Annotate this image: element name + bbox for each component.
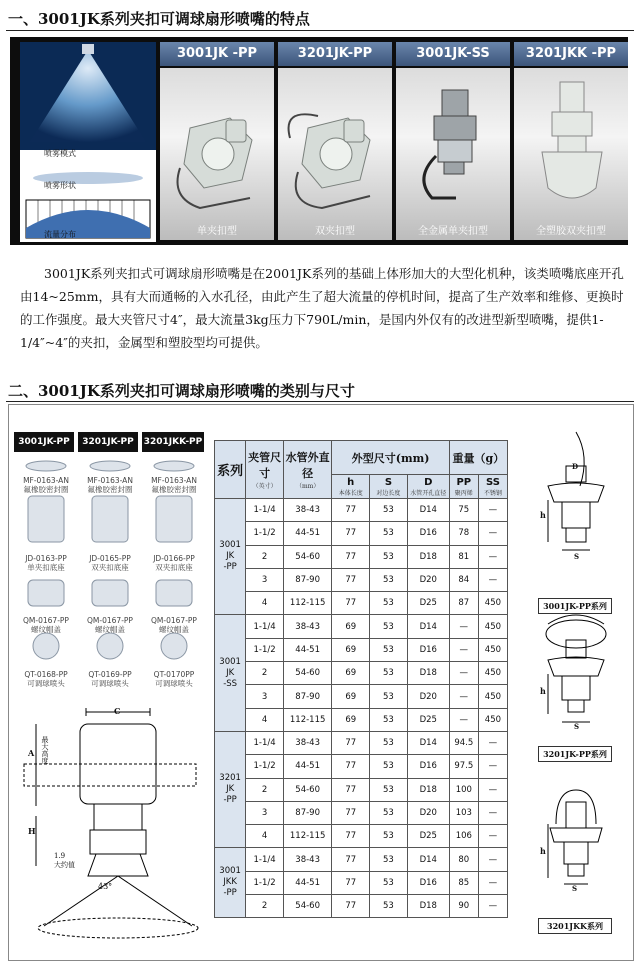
table-cell: 53 bbox=[370, 662, 408, 685]
diagram-3201jkk-drawing bbox=[528, 784, 624, 894]
table-cell: 77 bbox=[332, 871, 370, 894]
model-tab-2: 3201JK-PP bbox=[278, 42, 392, 66]
th-ss-label: SS bbox=[485, 476, 500, 488]
table-cell: 84 bbox=[449, 568, 478, 591]
series-cell: 3201 JK -PP bbox=[215, 731, 246, 847]
part-label: QM-0167-PP 螺纹帽盖 bbox=[23, 616, 69, 634]
table-cell: 4 bbox=[246, 708, 284, 731]
table-row bbox=[215, 592, 508, 615]
table-cell: D16 bbox=[407, 522, 449, 545]
table-cell: 1-1/4 bbox=[246, 499, 284, 522]
table-cell: 450 bbox=[478, 708, 507, 731]
table-cell: D16 bbox=[407, 871, 449, 894]
th-pipe-label: 水管外直径 bbox=[285, 451, 330, 480]
table-cell: 1-1/4 bbox=[246, 731, 284, 754]
table-cell: D14 bbox=[407, 499, 449, 522]
table-cell: 53 bbox=[370, 545, 408, 568]
section1-rule bbox=[6, 30, 634, 31]
table-cell: 53 bbox=[370, 801, 408, 824]
model-tab-1: 3001JK -PP bbox=[160, 42, 274, 66]
table-row bbox=[215, 615, 508, 638]
table-row bbox=[215, 755, 508, 778]
product-caption-2: 双夹扣型 bbox=[315, 226, 355, 237]
table-cell: 2 bbox=[246, 778, 284, 801]
table-cell: — bbox=[449, 708, 478, 731]
table-cell: 69 bbox=[332, 662, 370, 685]
spec-table-body bbox=[215, 499, 508, 918]
table-cell: 1-1/2 bbox=[246, 755, 284, 778]
table-cell: 112-115 bbox=[283, 708, 331, 731]
table-cell: 54-60 bbox=[283, 778, 331, 801]
table-cell: 1-1/4 bbox=[246, 848, 284, 871]
table-cell: 81 bbox=[449, 545, 478, 568]
table-cell: 87-90 bbox=[283, 568, 331, 591]
diagram-label-h: h bbox=[540, 686, 546, 696]
table-cell: — bbox=[449, 638, 478, 661]
table-cell: D16 bbox=[407, 755, 449, 778]
diagram-3201jk-pp bbox=[528, 610, 624, 740]
th-d-label: D bbox=[424, 476, 433, 488]
table-cell: — bbox=[478, 499, 507, 522]
parts-grid bbox=[14, 456, 206, 696]
section2-title: 二、3001JK系列夹扣可调球扇形喷嘴的类别与尺寸 bbox=[8, 382, 355, 400]
part-label: JD-0163-PP 单夹扣底座 bbox=[25, 554, 67, 572]
table-row bbox=[215, 895, 508, 918]
th-clamp-label: 夹管尺寸 bbox=[248, 451, 282, 480]
table-cell: 97.5 bbox=[449, 755, 478, 778]
dim-angle: 43° bbox=[98, 882, 113, 891]
part-label: MF-0163-AN 氟橡胶密封圈 bbox=[87, 476, 133, 494]
table-cell: 450 bbox=[478, 615, 507, 638]
table-row bbox=[215, 778, 508, 801]
spec-table bbox=[214, 440, 508, 918]
table-row bbox=[215, 685, 508, 708]
product-photo-1 bbox=[160, 68, 274, 240]
table-cell: D18 bbox=[407, 545, 449, 568]
table-cell: — bbox=[478, 871, 507, 894]
table-cell: D18 bbox=[407, 778, 449, 801]
table-cell: 2 bbox=[246, 895, 284, 918]
product-photo-4 bbox=[514, 68, 628, 240]
table-cell: — bbox=[449, 685, 478, 708]
table-cell: 77 bbox=[332, 592, 370, 615]
th-d bbox=[407, 475, 449, 499]
table-cell: 112-115 bbox=[283, 592, 331, 615]
table-cell: — bbox=[478, 801, 507, 824]
table-cell: 2 bbox=[246, 662, 284, 685]
table-cell: 3 bbox=[246, 801, 284, 824]
part-label: MF-0163-AN 氟橡胶密封圈 bbox=[151, 476, 197, 494]
spray-pattern-column bbox=[20, 42, 156, 242]
table-cell: 69 bbox=[332, 708, 370, 731]
section1-title: 一、3001JK系列夹扣可调球扇形喷嘴的特点 bbox=[8, 10, 310, 28]
table-cell: 77 bbox=[332, 731, 370, 754]
table-cell: D16 bbox=[407, 638, 449, 661]
th-ss bbox=[478, 475, 507, 499]
table-cell: 38-43 bbox=[283, 848, 331, 871]
table-row bbox=[215, 871, 508, 894]
table-cell: 44-51 bbox=[283, 755, 331, 778]
table-cell: 106 bbox=[449, 825, 478, 848]
table-cell: 53 bbox=[370, 708, 408, 731]
product-photo-2 bbox=[278, 68, 392, 240]
table-cell: 77 bbox=[332, 522, 370, 545]
table-cell: D14 bbox=[407, 615, 449, 638]
table-cell: 44-51 bbox=[283, 638, 331, 661]
table-cell: 53 bbox=[370, 755, 408, 778]
product-caption-4: 全塑胶双夹扣型 bbox=[536, 226, 606, 237]
table-cell: — bbox=[478, 778, 507, 801]
part-label: QM-0167-PP 螺纹帽盖 bbox=[151, 616, 197, 634]
diagram-3201jkk bbox=[528, 784, 624, 914]
table-cell: 4 bbox=[246, 592, 284, 615]
table-cell: 450 bbox=[478, 685, 507, 708]
th-s-label: S bbox=[384, 476, 393, 488]
table-cell: 53 bbox=[370, 638, 408, 661]
table-cell: 94.5 bbox=[449, 731, 478, 754]
table-cell: 53 bbox=[370, 731, 408, 754]
table-cell: — bbox=[478, 755, 507, 778]
table-cell: 77 bbox=[332, 848, 370, 871]
table-cell: 3 bbox=[246, 568, 284, 591]
table-cell: 80 bbox=[449, 848, 478, 871]
table-cell: — bbox=[449, 615, 478, 638]
table-row bbox=[215, 545, 508, 568]
table-cell: 53 bbox=[370, 778, 408, 801]
table-cell: 112-115 bbox=[283, 825, 331, 848]
table-cell: 53 bbox=[370, 499, 408, 522]
th-clamp bbox=[246, 441, 284, 499]
table-cell: D20 bbox=[407, 801, 449, 824]
series-cell: 3001 JK -SS bbox=[215, 615, 246, 731]
series-cell: 3001 JKK -PP bbox=[215, 848, 246, 918]
table-cell: 87 bbox=[449, 592, 478, 615]
table-cell: 1-1/4 bbox=[246, 615, 284, 638]
table-cell: — bbox=[478, 522, 507, 545]
part-label: MF-0163-AN 氟橡胶密封圈 bbox=[23, 476, 69, 494]
table-cell: 53 bbox=[370, 568, 408, 591]
table-cell: 44-51 bbox=[283, 871, 331, 894]
th-pp-sub: 聚丙烯 bbox=[454, 489, 473, 497]
diagram-label-d: D bbox=[572, 462, 579, 471]
spray-label-flow: 流量分布 bbox=[44, 230, 76, 239]
th-h-label: h bbox=[347, 476, 355, 488]
series-cell: 3001 JK -PP bbox=[215, 499, 246, 615]
th-pipe-unit: （mm） bbox=[295, 483, 320, 490]
table-cell: 53 bbox=[370, 685, 408, 708]
section2-rule bbox=[6, 401, 634, 402]
th-ss-sub: 不锈钢 bbox=[483, 489, 502, 497]
table-cell: 53 bbox=[370, 825, 408, 848]
dimension-drawing bbox=[14, 706, 206, 952]
table-cell: 87-90 bbox=[283, 801, 331, 824]
table-cell: 54-60 bbox=[283, 662, 331, 685]
part-label: QT-0168-PP 可调球喷头 bbox=[24, 670, 68, 688]
table-cell: — bbox=[449, 662, 478, 685]
table-cell: D20 bbox=[407, 685, 449, 708]
table-cell: 77 bbox=[332, 755, 370, 778]
table-cell: 54-60 bbox=[283, 895, 331, 918]
table-cell: 77 bbox=[332, 568, 370, 591]
th-d-sub: 水管开孔直径 bbox=[410, 489, 447, 497]
table-cell: 69 bbox=[332, 685, 370, 708]
table-cell: 77 bbox=[332, 778, 370, 801]
th-weight: 重量（g） bbox=[449, 441, 507, 475]
table-cell: — bbox=[478, 731, 507, 754]
th-clamp-unit: （英寸） bbox=[252, 483, 277, 490]
table-cell: 44-51 bbox=[283, 522, 331, 545]
th-h-sub: 本体长度 bbox=[338, 489, 363, 497]
table-cell: 103 bbox=[449, 801, 478, 824]
diagram-caption-2: 3201JK-PP系列 bbox=[538, 746, 612, 762]
table-cell: 1-1/2 bbox=[246, 522, 284, 545]
th-series: 系列 bbox=[215, 441, 246, 499]
table-cell: 2 bbox=[246, 545, 284, 568]
table-cell: 53 bbox=[370, 895, 408, 918]
th-pp-label: PP bbox=[456, 476, 472, 488]
table-cell: 69 bbox=[332, 638, 370, 661]
table-cell: 450 bbox=[478, 662, 507, 685]
th-outer: 外型尺寸(mm) bbox=[332, 441, 449, 475]
table-cell: D25 bbox=[407, 592, 449, 615]
table-cell: 53 bbox=[370, 848, 408, 871]
table-row bbox=[215, 708, 508, 731]
spray-pattern-graphic bbox=[20, 42, 156, 242]
table-cell: 38-43 bbox=[283, 499, 331, 522]
table-cell: D18 bbox=[407, 895, 449, 918]
table-cell: 53 bbox=[370, 592, 408, 615]
table-cell: 53 bbox=[370, 615, 408, 638]
table-cell: 1-1/2 bbox=[246, 638, 284, 661]
diagram-label-s: S bbox=[574, 722, 580, 731]
th-pipe bbox=[283, 441, 331, 499]
table-cell: 69 bbox=[332, 615, 370, 638]
table-cell: D14 bbox=[407, 731, 449, 754]
table-cell: 85 bbox=[449, 871, 478, 894]
table-cell: — bbox=[478, 825, 507, 848]
table-cell: D20 bbox=[407, 568, 449, 591]
th-pp bbox=[449, 475, 478, 499]
dim-thread: 1.9 大约值 bbox=[54, 852, 75, 869]
table-row bbox=[215, 825, 508, 848]
table-row bbox=[215, 848, 508, 871]
table-row bbox=[215, 568, 508, 591]
table-cell: 53 bbox=[370, 522, 408, 545]
table-cell: 38-43 bbox=[283, 731, 331, 754]
table-cell: 100 bbox=[449, 778, 478, 801]
dim-max-height: 最大高度 bbox=[41, 736, 49, 764]
table-cell: 53 bbox=[370, 871, 408, 894]
parts-tab-3: 3201JKK-PP bbox=[142, 432, 204, 452]
table-cell: 77 bbox=[332, 801, 370, 824]
product-caption-1: 单夹扣型 bbox=[197, 226, 237, 237]
th-s-sub: 对边长度 bbox=[376, 489, 401, 497]
diagram-label-h: h bbox=[540, 846, 546, 856]
product-caption-3: 全金属单夹扣型 bbox=[418, 226, 488, 237]
dim-a: A bbox=[28, 748, 35, 758]
table-cell: 77 bbox=[332, 895, 370, 918]
table-cell: — bbox=[478, 568, 507, 591]
table-cell: 54-60 bbox=[283, 545, 331, 568]
diagram-3001jk-pp bbox=[528, 426, 624, 596]
table-cell: 38-43 bbox=[283, 615, 331, 638]
diagram-caption-3: 3201JKK系列 bbox=[538, 918, 612, 934]
table-cell: 77 bbox=[332, 825, 370, 848]
table-row bbox=[215, 638, 508, 661]
table-cell: D25 bbox=[407, 825, 449, 848]
table-row bbox=[215, 801, 508, 824]
table-cell: 77 bbox=[332, 545, 370, 568]
dim-h: H bbox=[28, 826, 36, 836]
part-label: JD-0165-PP 双夹扣底座 bbox=[89, 554, 131, 572]
table-cell: 75 bbox=[449, 499, 478, 522]
table-cell: 1-1/2 bbox=[246, 871, 284, 894]
spray-label-shape: 喷雾形状 bbox=[44, 181, 76, 190]
model-tab-3: 3001JK-SS bbox=[396, 42, 510, 66]
diagram-3201jk-pp-drawing bbox=[528, 610, 624, 736]
diagram-caption-1: 3001JK-PP系列 bbox=[538, 598, 612, 614]
parts-tab-1: 3001JK-PP bbox=[14, 432, 74, 452]
product-photo-3 bbox=[396, 68, 510, 240]
table-cell: 450 bbox=[478, 592, 507, 615]
part-label: QM-0167-PP 螺纹帽盖 bbox=[87, 616, 133, 634]
dim-c: C bbox=[114, 706, 121, 716]
part-label: QT-0170PP 可调球喷头 bbox=[153, 670, 195, 688]
parts-tab-2: 3201JK-PP bbox=[78, 432, 138, 452]
table-cell: D14 bbox=[407, 848, 449, 871]
diagram-label-s: S bbox=[574, 552, 580, 561]
table-cell: — bbox=[478, 895, 507, 918]
table-row bbox=[215, 662, 508, 685]
table-cell: — bbox=[478, 545, 507, 568]
table-row bbox=[215, 499, 508, 522]
table-cell: — bbox=[478, 848, 507, 871]
table-cell: 77 bbox=[332, 499, 370, 522]
model-tab-4: 3201JKK -PP bbox=[514, 42, 628, 66]
table-row bbox=[215, 522, 508, 545]
table-cell: 450 bbox=[478, 638, 507, 661]
table-cell: 4 bbox=[246, 825, 284, 848]
table-row bbox=[215, 731, 508, 754]
table-cell: 78 bbox=[449, 522, 478, 545]
th-h bbox=[332, 475, 370, 499]
table-cell: 87-90 bbox=[283, 685, 331, 708]
part-label: QT-0169-PP 可调球喷头 bbox=[88, 670, 132, 688]
diagram-label-h: h bbox=[540, 510, 546, 520]
table-cell: 90 bbox=[449, 895, 478, 918]
spray-label-mode: 喷雾模式 bbox=[44, 149, 76, 158]
part-label: JD-0166-PP 双夹扣底座 bbox=[153, 554, 195, 572]
th-s bbox=[370, 475, 408, 499]
description-paragraph: 3001JK系列夹扣式可调球扇形喷嘴是在2001JK系列的基础上体形加大的大型化机种，该类喷嘴底座开孔由14~25mm，具有大而通畅的入水孔径，由此产生了超大流量的停机时间，提高了生产效率和维修、更换时的工作强度。最大夹管尺寸4″，最大流量3kg压力下790L/min，是国内外仅有的改进型新型喷嘴，提供1-1/4″~4″的夹扣，金属型和塑胶型均可提供。 bbox=[20, 266, 624, 350]
diagram-label-s: S bbox=[572, 884, 578, 893]
table-cell: 3 bbox=[246, 685, 284, 708]
table-cell: D25 bbox=[407, 708, 449, 731]
table-cell: D18 bbox=[407, 662, 449, 685]
